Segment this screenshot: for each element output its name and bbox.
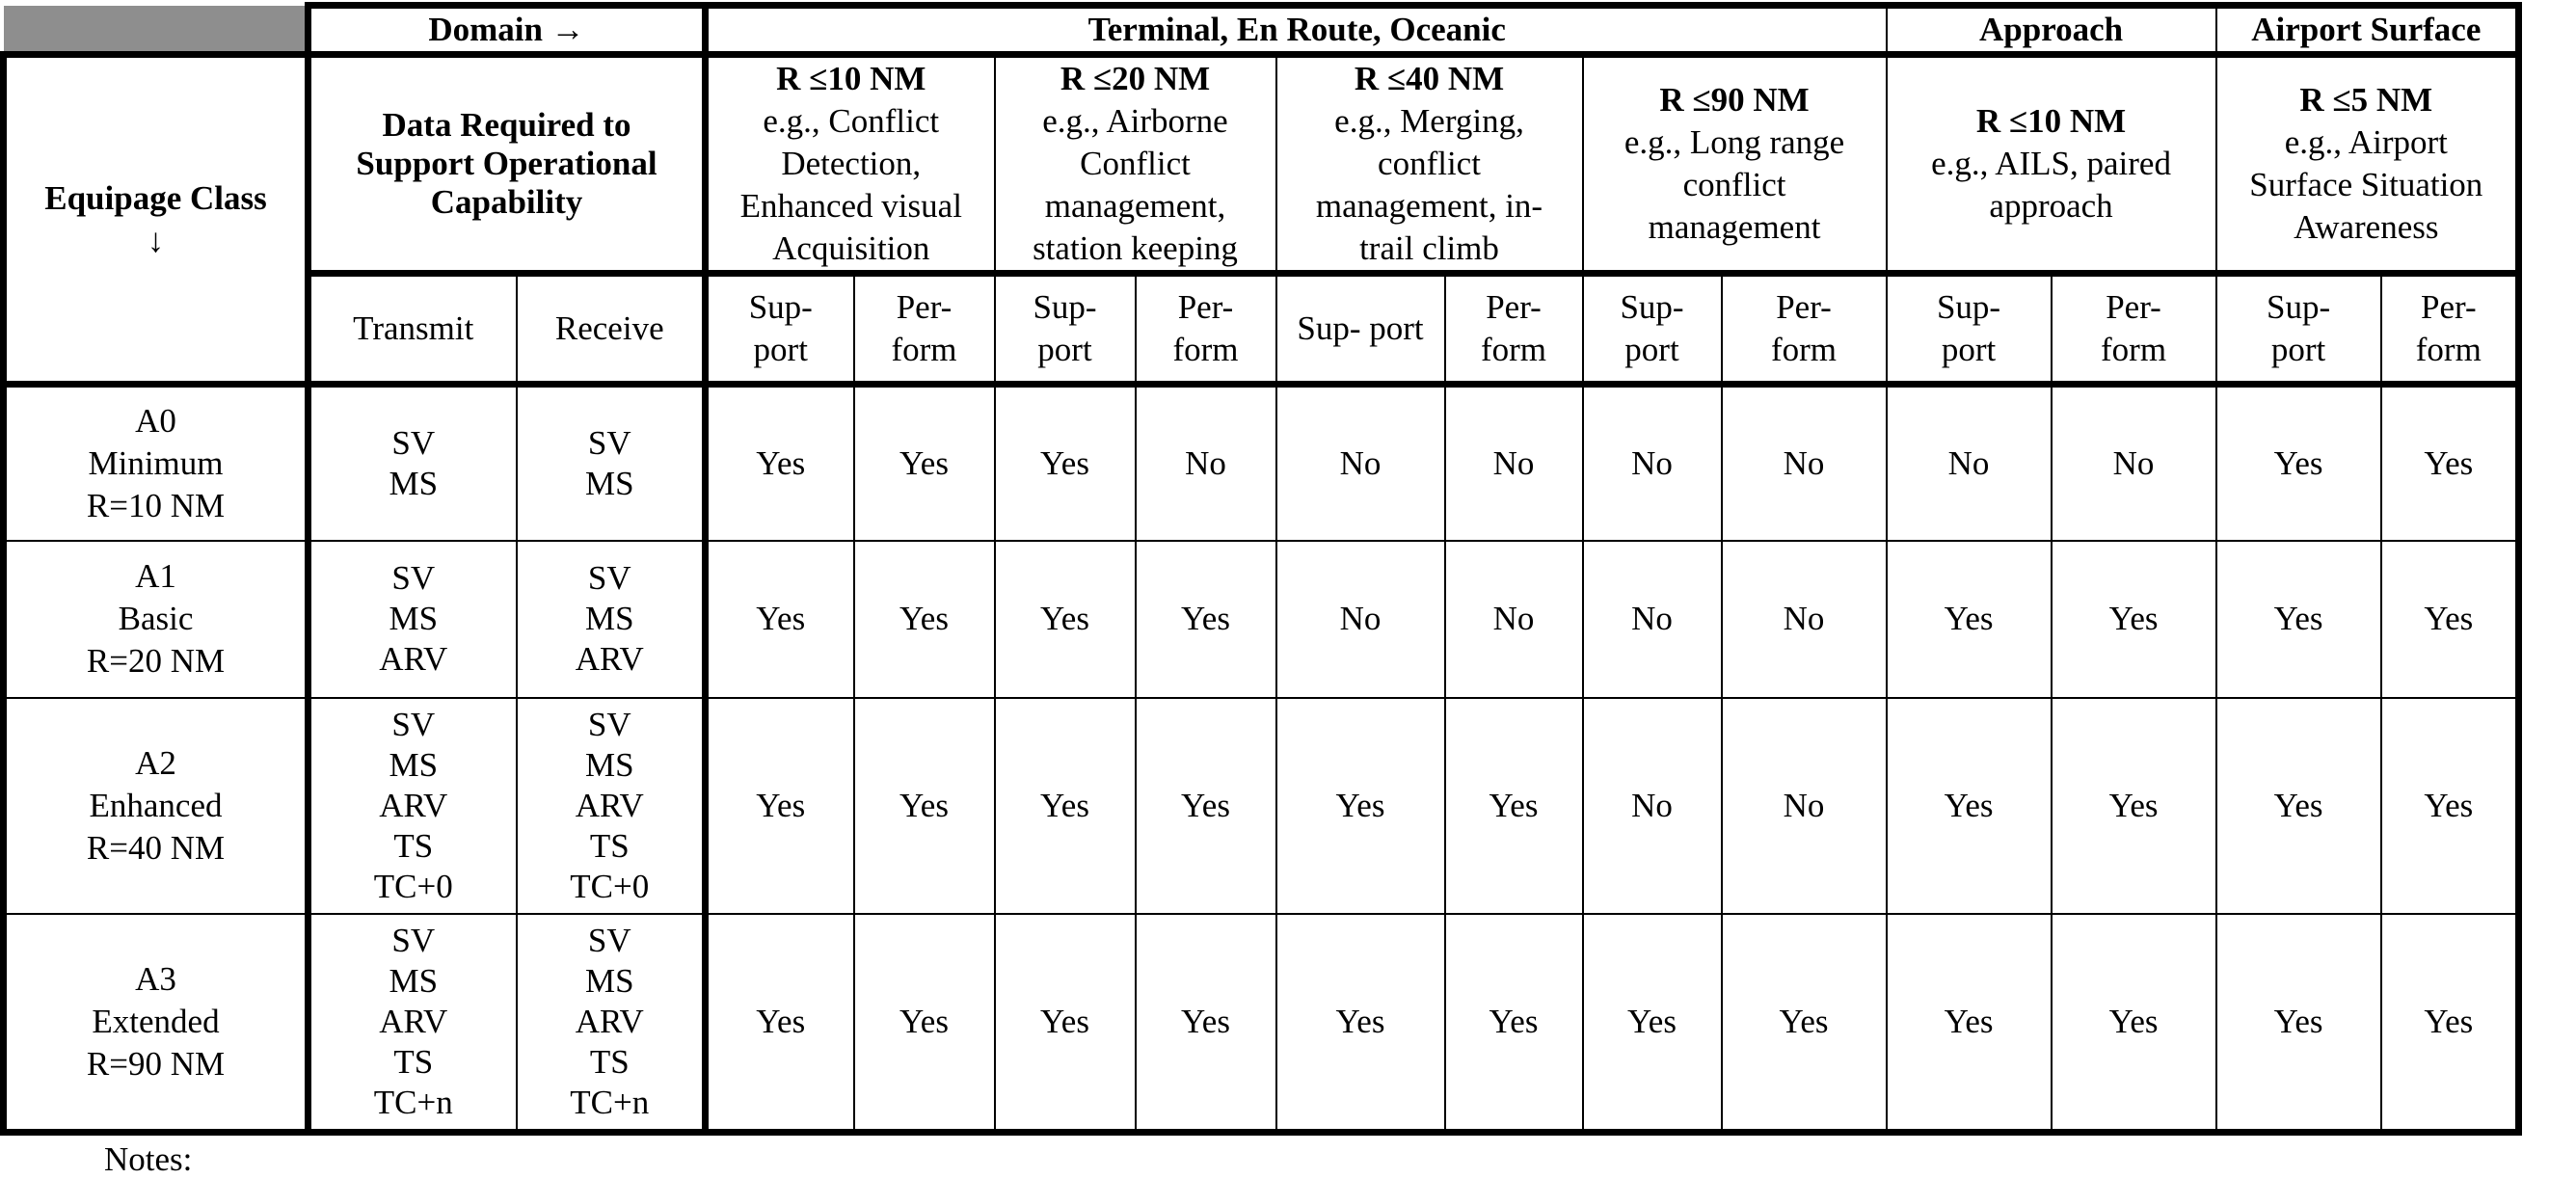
equipage-name: Enhanced (7, 785, 305, 827)
value-cell: Yes (2216, 914, 2381, 1133)
value-cell: Yes (1583, 914, 1722, 1133)
capability-range: R ≤5 NM (2217, 79, 2516, 121)
sub-header: Sup- port (1887, 274, 2052, 385)
value-cell: Yes (1136, 914, 1276, 1133)
value-cell: Yes (1887, 914, 2052, 1133)
transmit-item: MS (311, 745, 516, 786)
value-cell: Yes (1136, 698, 1276, 914)
receive-cell (517, 698, 706, 914)
capability-example: e.g., AILS, paired approach (1888, 143, 2215, 228)
receive-item: SV (518, 558, 703, 599)
value-cell: Yes (1887, 698, 2052, 914)
equipage-code: A3 (7, 958, 305, 1001)
value-cell: Yes (995, 914, 1136, 1133)
value-cell: Yes (1136, 541, 1276, 698)
capability-example: e.g., Airport Surface Situation Awareness (2217, 121, 2516, 249)
transmit-item: MS (311, 961, 516, 1002)
sub-header: Per- form (2052, 274, 2216, 385)
domain-airport-surface: Airport Surface (2216, 6, 2519, 55)
value-cell: No (1722, 698, 1887, 914)
capability-range: R ≤90 NM (1584, 79, 1886, 121)
capability-range: R ≤10 NM (1888, 100, 2215, 143)
sub-header: Per- form (854, 274, 995, 385)
equipage-class-cell (4, 541, 309, 698)
value-cell: Yes (2216, 698, 2381, 914)
value-cell: No (1583, 698, 1722, 914)
value-cell: Yes (2052, 914, 2216, 1133)
receive-item: TS (518, 826, 703, 867)
sub-header: Per- form (1136, 274, 1276, 385)
capability-example: e.g., Airborne Conflict management, station keeping (996, 100, 1275, 270)
capability-range: R ≤20 NM (996, 58, 1275, 100)
transmit-cell (309, 914, 517, 1133)
capability-header (995, 55, 1276, 274)
corner-cell (4, 6, 309, 55)
receive-item: SV (518, 423, 703, 464)
sub-header: Sup- port (995, 274, 1136, 385)
capability-header (2216, 55, 2519, 274)
receive-item: TC+0 (518, 867, 703, 907)
value-cell: No (1276, 385, 1445, 541)
table-row (4, 385, 2576, 541)
transmit-cell (309, 385, 517, 541)
receive-item: TS (518, 1042, 703, 1083)
value-cell: Yes (854, 698, 995, 914)
transmit-item: ARV (311, 786, 516, 826)
value-cell: No (1136, 385, 1276, 541)
equipage-range: R=40 NM (7, 827, 305, 870)
receive-item: TC+n (518, 1083, 703, 1123)
receive-item: SV (518, 921, 703, 961)
data-required-header (309, 55, 706, 274)
value-cell: Yes (2381, 385, 2519, 541)
value-cell: No (1583, 541, 1722, 698)
equipage-class-cell (4, 914, 309, 1133)
transmit-cell (309, 698, 517, 914)
value-cell: Yes (1887, 541, 2052, 698)
receive-item: ARV (518, 639, 703, 680)
transmit-item: TC+n (311, 1083, 516, 1123)
domain-terminal: Terminal, En Route, Oceanic (706, 6, 1887, 55)
value-cell: Yes (706, 698, 854, 914)
receive-item: MS (518, 464, 703, 504)
equipage-code: A0 (7, 400, 305, 442)
value-cell: Yes (2381, 541, 2519, 698)
sub-header: Sup- port (2216, 274, 2381, 385)
value-cell: No (1722, 385, 1887, 541)
equipage-label: Equipage Class (7, 177, 305, 220)
receive-item: ARV (518, 1002, 703, 1042)
value-cell: Yes (1445, 914, 1583, 1133)
capability-example: e.g., Long range conflict management (1584, 121, 1886, 249)
notes-label: Notes: (104, 1140, 192, 1179)
equipage-range: R=10 NM (7, 485, 305, 527)
equipage-name: Basic (7, 598, 305, 640)
receive-cell (517, 541, 706, 698)
equipage-class-header (4, 55, 309, 385)
value-cell: Yes (854, 541, 995, 698)
equipage-name: Minimum (7, 442, 305, 485)
value-cell: Yes (995, 698, 1136, 914)
value-cell: Yes (2216, 385, 2381, 541)
value-cell: Yes (706, 541, 854, 698)
value-cell: Yes (854, 385, 995, 541)
sub-header: Per- form (1445, 274, 1583, 385)
value-cell: Yes (1445, 698, 1583, 914)
data-required-label: Data Required to Support Operational Capability (356, 106, 657, 221)
transmit-item: ARV (311, 639, 516, 680)
receive-header: Receive (517, 274, 706, 385)
transmit-header: Transmit (309, 274, 517, 385)
table-row (4, 914, 2576, 1133)
capability-header (1276, 55, 1583, 274)
equipage-range: R=20 NM (7, 640, 305, 683)
transmit-item: MS (311, 464, 516, 504)
value-cell: Yes (995, 541, 1136, 698)
receive-item: ARV (518, 786, 703, 826)
transmit-item: SV (311, 705, 516, 745)
capability-example: e.g., Merging, conflict management, in-trail climb (1277, 100, 1582, 270)
value-cell: No (1445, 541, 1583, 698)
value-cell: Yes (854, 914, 995, 1133)
transmit-item: MS (311, 599, 516, 639)
value-cell: Yes (2052, 541, 2216, 698)
equipage-name: Extended (7, 1001, 305, 1043)
capability-range: R ≤40 NM (1277, 58, 1582, 100)
sub-header: Sup- port (1276, 274, 1445, 385)
receive-cell (517, 914, 706, 1133)
value-cell: Yes (706, 914, 854, 1133)
transmit-item: TC+0 (311, 867, 516, 907)
equipage-class-cell (4, 698, 309, 914)
value-cell: No (1722, 541, 1887, 698)
capability-header (1583, 55, 1887, 274)
transmit-item: ARV (311, 1002, 516, 1042)
receive-item: MS (518, 745, 703, 786)
value-cell: No (1887, 385, 2052, 541)
value-cell: Yes (706, 385, 854, 541)
receive-cell (517, 385, 706, 541)
equipage-range: R=90 NM (7, 1043, 305, 1085)
receive-item: MS (518, 599, 703, 639)
transmit-item: SV (311, 558, 516, 599)
table-row (4, 698, 2576, 914)
value-cell: Yes (1722, 914, 1887, 1133)
value-cell: Yes (1276, 698, 1445, 914)
sub-header: Per-form (2381, 274, 2519, 385)
sub-header: Per- form (1722, 274, 1887, 385)
table-row (4, 541, 2576, 698)
transmit-item: SV (311, 423, 516, 464)
capability-range: R ≤10 NM (709, 58, 994, 100)
equipage-class-table (0, 2, 2576, 1136)
value-cell: Yes (2381, 914, 2519, 1133)
value-cell: Yes (995, 385, 1136, 541)
sub-header: Sup- port (1583, 274, 1722, 385)
value-cell: Yes (2052, 698, 2216, 914)
transmit-item: TS (311, 826, 516, 867)
equipage-code: A1 (7, 555, 305, 598)
transmit-item: SV (311, 921, 516, 961)
equipage-code: A2 (7, 742, 305, 785)
capability-header (1887, 55, 2216, 274)
value-cell: Yes (2381, 698, 2519, 914)
value-cell: No (1583, 385, 1722, 541)
receive-item: SV (518, 705, 703, 745)
capability-header (706, 55, 995, 274)
domain-approach: Approach (1887, 6, 2216, 55)
value-cell: Yes (1276, 914, 1445, 1133)
value-cell: No (1445, 385, 1583, 541)
value-cell: No (1276, 541, 1445, 698)
value-cell: Yes (2216, 541, 2381, 698)
value-cell: No (2052, 385, 2216, 541)
sub-header: Sup- port (706, 274, 854, 385)
receive-item: MS (518, 961, 703, 1002)
transmit-cell (309, 541, 517, 698)
equipage-class-cell (4, 385, 309, 541)
transmit-item: TS (311, 1042, 516, 1083)
domain-label: Domain → (309, 6, 706, 55)
capability-example: e.g., Conflict Detection, Enhanced visual Acquisition (709, 100, 994, 270)
arrow-down-icon: ↓ (7, 220, 305, 262)
